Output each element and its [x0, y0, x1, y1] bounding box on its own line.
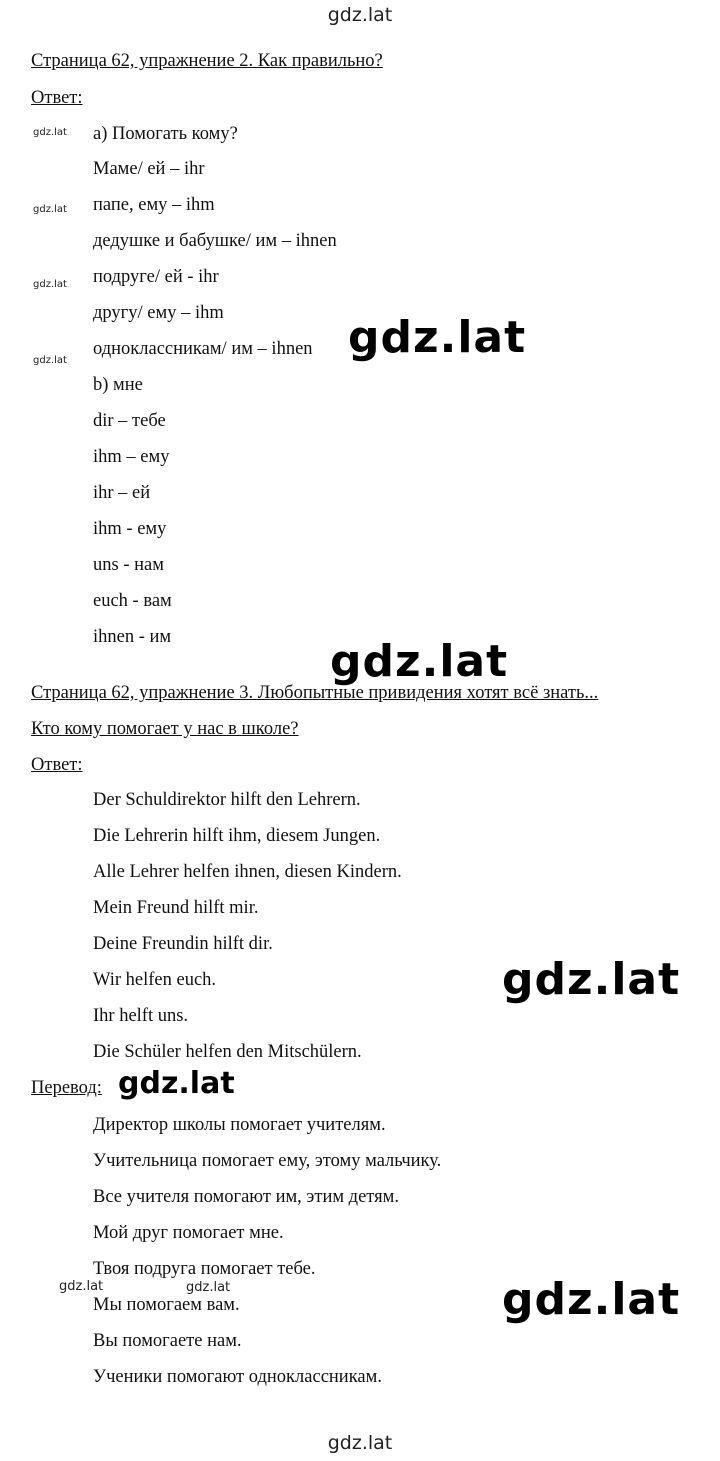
answer-line: uns - нам — [93, 555, 164, 575]
answer-line: ihm – ему — [93, 447, 170, 467]
answer-line: Ihr helft uns. — [93, 1006, 189, 1026]
translation-line: Мы помогаем вам. — [93, 1295, 240, 1315]
answer-line: Die Schüler helfen den Mitschülern. — [93, 1042, 362, 1062]
watermark-tiny: gdz.lat — [33, 355, 67, 366]
translation-line: Ученики помогают одноклассникам. — [93, 1367, 382, 1387]
answer-line: другу/ ему – ihm — [93, 303, 224, 323]
translation-line: Мой друг помогает мне. — [93, 1223, 284, 1243]
translation-line: Учительница помогает ему, этому мальчику. — [93, 1151, 442, 1171]
answer-line: а) Помогать кому? — [93, 124, 238, 144]
answer-line: дедушке и бабушке/ им – ihnen — [93, 231, 337, 251]
answer-label: Ответ: — [31, 755, 83, 775]
answer-line: папе, ему – ihm — [93, 195, 215, 215]
answer-line: Маме/ ей – ihr — [93, 159, 205, 179]
watermark-medium: gdz.lat — [118, 1066, 235, 1101]
exercise-2-heading: Страница 62, упражнение 2. Как правильно? — [31, 51, 383, 71]
answer-line: b) мне — [93, 375, 143, 395]
watermark-bottom: gdz.lat — [327, 1432, 393, 1454]
watermark-large: gdz.lat — [348, 312, 527, 363]
translation-line: Все учителя помогают им, этим детям. — [93, 1187, 399, 1207]
watermark-top: gdz.lat — [327, 4, 393, 26]
translation-line: Твоя подруга помогает тебе. — [93, 1259, 316, 1279]
answer-line: ihm - ему — [93, 519, 167, 539]
answer-line: Die Lehrerin hilft ihm, diesem Jungen. — [93, 826, 381, 846]
translation-line: Директор школы помогает учителям. — [93, 1115, 386, 1135]
exercise-3-subheading: Кто кому помогает у нас в школе? — [31, 719, 299, 739]
answer-line: Deine Freundin hilft dir. — [93, 934, 273, 954]
answer-line: одноклассникам/ им – ihnen — [93, 339, 313, 359]
watermark-large: gdz.lat — [330, 636, 509, 687]
answer-line: ihr – ей — [93, 483, 151, 503]
exercise-3-heading: Страница 62, упражнение 3. Любопытные привидения хотят всё знать... — [31, 683, 599, 703]
watermark-large: gdz.lat — [502, 954, 681, 1005]
watermark-tiny: gdz.lat — [33, 204, 67, 215]
answer-label: Ответ: — [31, 88, 83, 108]
answer-line: dir – тебе — [93, 411, 166, 431]
answer-line: euch - вам — [93, 591, 172, 611]
watermark-small: gdz.lat — [59, 1279, 104, 1294]
watermark-small: gdz.lat — [186, 1280, 231, 1295]
watermark-tiny: gdz.lat — [33, 279, 67, 290]
answer-line: подруге/ ей - ihr — [93, 267, 219, 287]
answer-line: Mein Freund hilft mir. — [93, 898, 259, 918]
answer-line: Alle Lehrer helfen ihnen, diesen Kindern. — [93, 862, 402, 882]
answer-line: Wir helfen euch. — [93, 970, 217, 990]
answer-line: Der Schuldirektor hilft den Lehrern. — [93, 790, 361, 810]
answer-line: ihnen - им — [93, 627, 172, 647]
translation-label: Перевод: — [31, 1078, 102, 1098]
translation-line: Вы помогаете нам. — [93, 1331, 242, 1351]
watermark-tiny: gdz.lat — [33, 127, 67, 138]
watermark-large: gdz.lat — [502, 1274, 681, 1325]
